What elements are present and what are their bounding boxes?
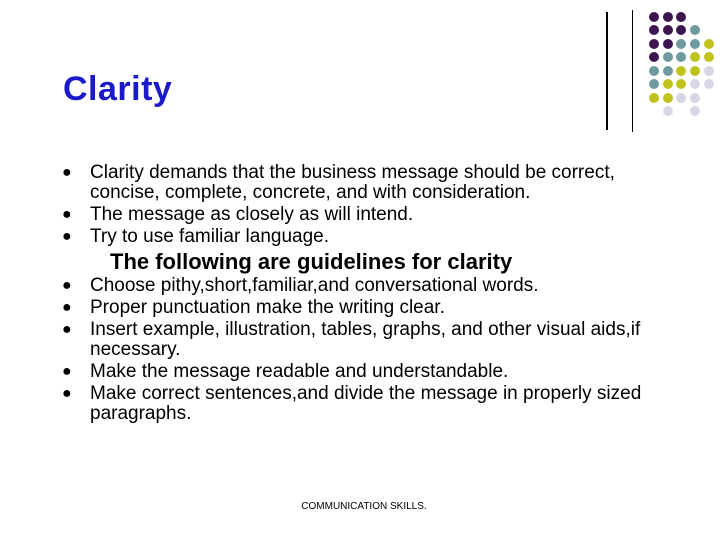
guidelines-subheading: The following are guidelines for clarity (110, 249, 513, 274)
list-item-text: The message as closely as will intend. (90, 204, 414, 225)
dot (649, 93, 659, 103)
dot (649, 66, 659, 76)
dot (649, 12, 659, 22)
dot (690, 39, 700, 49)
list-item-text: Proper punctuation make the writing clear. (90, 297, 445, 318)
dot (676, 52, 686, 62)
list-item (62, 320, 662, 360)
dot (676, 93, 686, 103)
dot (663, 66, 673, 76)
dot (690, 79, 700, 89)
dot (704, 66, 714, 76)
list-item (62, 276, 682, 296)
dot (663, 25, 673, 35)
dot (663, 52, 673, 62)
dot (676, 79, 686, 89)
list-item-text: Make correct sentences,and divide the message in properly sized paragraphs. (90, 383, 642, 424)
slide-title: Clarity (63, 70, 173, 108)
dot (663, 39, 673, 49)
dot (676, 25, 686, 35)
bullet-icon: ● (62, 206, 72, 223)
dot (649, 25, 659, 35)
list-item-text: Clarity demands that the business message should be correct, concise, complete, concrete, and with consideration. (90, 162, 615, 203)
list-item-text: Try to use familiar language. (90, 226, 330, 247)
list-item (62, 384, 662, 424)
dot (649, 79, 659, 89)
dot (663, 106, 673, 116)
bullet-icon: ● (62, 299, 72, 316)
dot (690, 93, 700, 103)
divider-line-left (606, 12, 608, 130)
dot (704, 52, 714, 62)
list-item-text: Choose pithy,short,familiar,and conversational words. (90, 275, 539, 296)
list-item (62, 362, 682, 382)
dot (649, 39, 659, 49)
dot (704, 79, 714, 89)
dot (690, 106, 700, 116)
bullet-icon: ● (62, 363, 72, 380)
dot (690, 52, 700, 62)
divider-line-right (632, 10, 633, 132)
dot (676, 12, 686, 22)
bullet-icon: ● (62, 228, 72, 245)
bullet-list-1 (62, 163, 682, 247)
dot (690, 66, 700, 76)
dot (676, 66, 686, 76)
dot (663, 12, 673, 22)
list-item (62, 298, 682, 318)
bullet-icon: ● (62, 277, 72, 294)
slide-body (62, 163, 682, 426)
dot (663, 93, 673, 103)
bullet-list-2 (62, 276, 682, 424)
list-item-text: Make the message readable and understandable. (90, 361, 509, 382)
bullet-icon: ● (62, 164, 72, 181)
bullet-icon: ● (62, 385, 72, 402)
bullet-icon: ● (62, 321, 72, 338)
dot (676, 39, 686, 49)
list-item (62, 163, 662, 203)
list-item (62, 205, 682, 225)
dot (663, 79, 673, 89)
dot (690, 25, 700, 35)
list-item (62, 227, 682, 247)
dot (704, 39, 714, 49)
dot (649, 52, 659, 62)
list-item-text: Insert example, illustration, tables, graphs, and other visual aids,if necessary. (90, 319, 641, 360)
slide-footer: COMMUNICATION SKILLS. (301, 501, 427, 512)
